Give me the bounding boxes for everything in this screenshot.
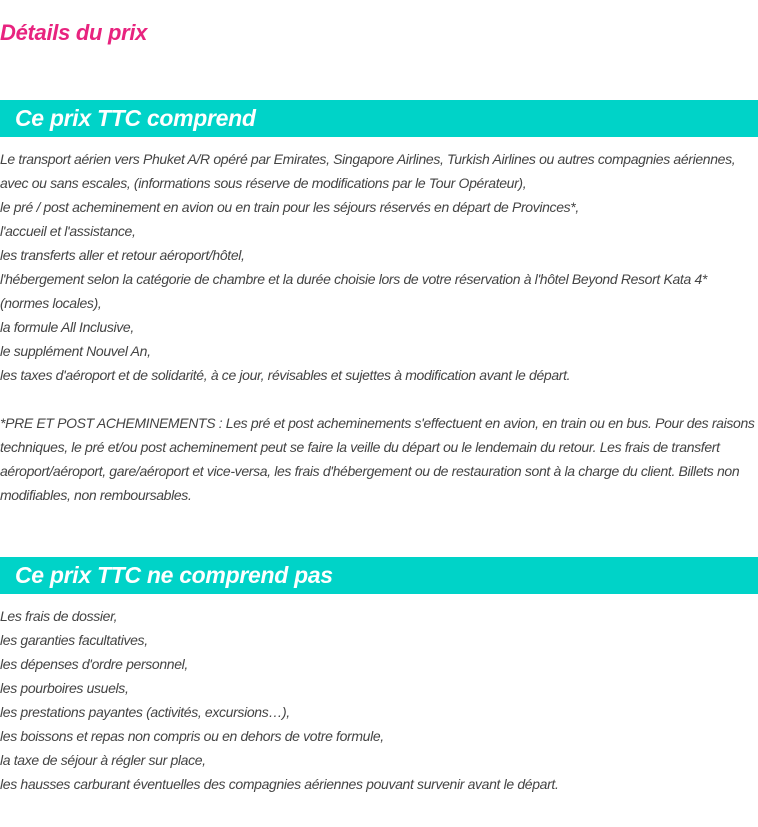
- list-item: le pré / post acheminement en avion ou en train pour les séjours réservés en départ de Provinces*,: [0, 199, 579, 215]
- excluded-items-list: [0, 604, 758, 796]
- included-section-banner: [0, 100, 758, 137]
- list-item: la taxe de séjour à régler sur place,: [0, 752, 206, 768]
- page-title: Détails du prix: [0, 20, 148, 45]
- list-item: Les frais de dossier,: [0, 608, 118, 624]
- list-item: les pourboires usuels,: [0, 680, 129, 696]
- list-item: les prestations payantes (activités, excursions…),: [0, 704, 290, 720]
- list-item: les boissons et repas non compris ou en dehors de votre formule,: [0, 728, 384, 744]
- list-item: les dépenses d'ordre personnel,: [0, 656, 188, 672]
- list-item: les hausses carburant éventuelles des compagnies aériennes pouvant survenir avant le départ.: [0, 776, 559, 792]
- included-items-list: [0, 147, 758, 387]
- acheminement-note: *PRE ET POST ACHEMINEMENTS : Les pré et post acheminements s'effectuent en avion, en train ou en bus. Pour des raisons techniques, le pré et/ou post acheminement peut se faire la veille du départ ou le lendemain du retour. Les frais de transfert aéroport/aéroport, gare/aéroport et vice-versa, les frais d'hébergement ou de restauration sont à la charge du client. Billets non modifiables, non remboursables.: [0, 415, 755, 503]
- list-item: Le transport aérien vers Phuket A/R opéré par Emirates, Singapore Airlines, Turkish Airlines ou autres compagnies aériennes, avec ou sans escales, (informations sous réserve de modifications par le Tour Opérateur),: [0, 151, 736, 191]
- list-item: le supplément Nouvel An,: [0, 343, 151, 359]
- list-item: les transferts aller et retour aéroport/hôtel,: [0, 247, 245, 263]
- excluded-section-heading: Ce prix TTC ne comprend pas: [15, 562, 333, 588]
- list-item: l'accueil et l'assistance,: [0, 223, 136, 239]
- list-item: les garanties facultatives,: [0, 632, 148, 648]
- excluded-section-banner: [0, 557, 758, 594]
- list-item: la formule All Inclusive,: [0, 319, 134, 335]
- list-item: les taxes d'aéroport et de solidarité, à ce jour, révisables et sujettes à modification avant le départ.: [0, 367, 571, 383]
- list-item: l'hébergement selon la catégorie de chambre et la durée choisie lors de votre réservation à l'hôtel Beyond Resort Kata 4* (normes locales),: [0, 271, 707, 311]
- included-section-heading: Ce prix TTC comprend: [15, 105, 256, 131]
